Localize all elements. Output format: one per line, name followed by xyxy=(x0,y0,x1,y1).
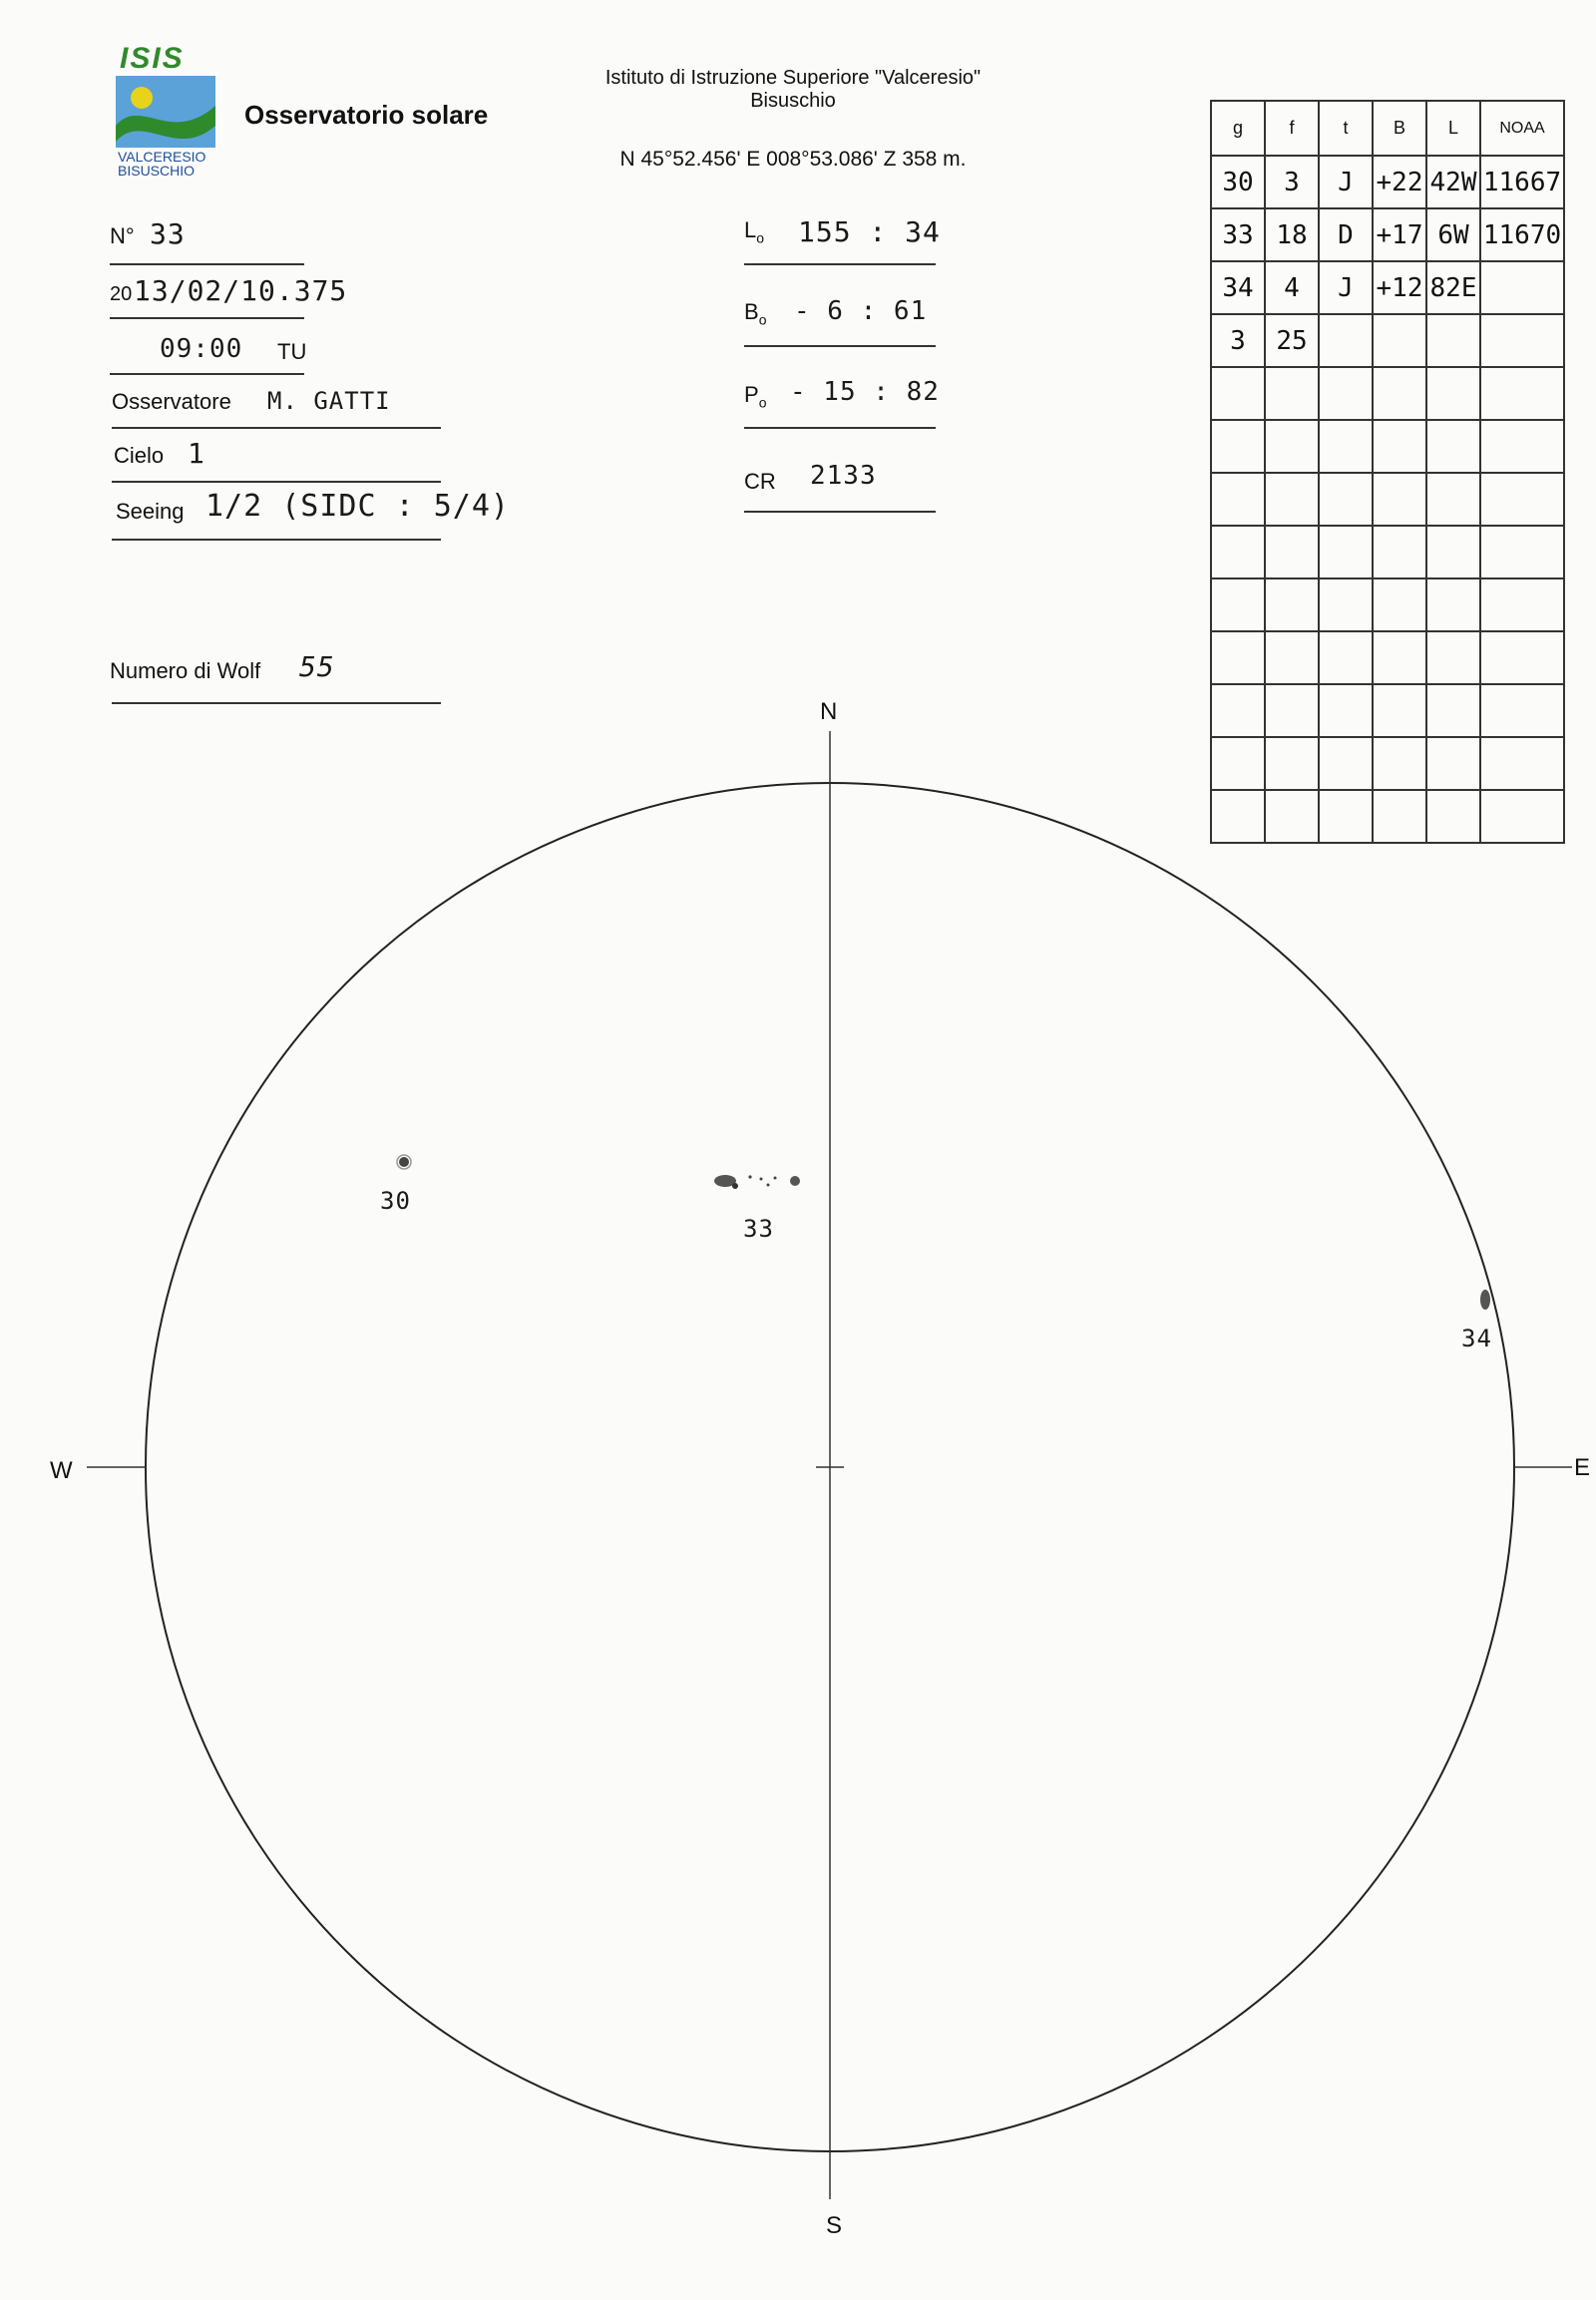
b0-value: - 6 : 61 xyxy=(794,296,928,326)
sunspot-group-33-spot xyxy=(774,1177,777,1180)
table-cell: +17 xyxy=(1373,208,1426,261)
cr-value: 2133 xyxy=(810,461,877,491)
table-cell: 34 xyxy=(1211,261,1265,314)
table-cell: J xyxy=(1319,156,1373,208)
time-unit: TU xyxy=(277,339,307,364)
logo-subtitle-line2: BISUSCHIO xyxy=(118,163,196,179)
table-cell: +22 xyxy=(1373,156,1426,208)
table-cell: 18 xyxy=(1265,208,1319,261)
group-30-label: 30 xyxy=(380,1187,411,1215)
header-l: L xyxy=(1426,101,1480,156)
seeing-label: Seeing xyxy=(116,499,185,524)
cardinal-south: S xyxy=(826,2212,843,2239)
sunspot-group-33-spot xyxy=(732,1183,738,1189)
sunspot-group-33-spot xyxy=(760,1178,763,1181)
table-cell: 6W xyxy=(1426,208,1480,261)
header-b: B xyxy=(1373,101,1426,156)
p0-label: $P_o$ xyxy=(744,382,767,411)
cardinal-west: W xyxy=(50,1457,73,1484)
header-noaa: NOAA xyxy=(1480,101,1564,156)
wolf-label: Numero di Wolf xyxy=(110,658,261,683)
number-label: N° xyxy=(110,223,135,248)
logo-subtitle-line1: VALCERESIO xyxy=(118,149,206,165)
time-value: 09:00 xyxy=(160,334,243,364)
table-cell: 30 xyxy=(1211,156,1265,208)
header-f: f xyxy=(1265,101,1319,156)
table-cell: 3 xyxy=(1265,156,1319,208)
table-cell: 25 xyxy=(1265,314,1319,367)
date-value: 13/02/10.375 xyxy=(134,274,348,307)
table-cell: 11670 xyxy=(1480,208,1564,261)
l0-label: $L_o$ xyxy=(744,217,765,246)
date-prefix: 20 xyxy=(110,283,133,305)
wolf-value: 55 xyxy=(299,650,335,683)
page-title: Osservatorio solare xyxy=(244,100,489,130)
group-33-label: 33 xyxy=(743,1215,774,1243)
observer-value: M. GATTI xyxy=(267,387,391,415)
group-34-label: 34 xyxy=(1461,1325,1492,1352)
table-cell: 3 xyxy=(1211,314,1265,367)
sunspot-group-34-spot xyxy=(1480,1290,1490,1310)
table-cell: 11667 xyxy=(1480,156,1564,208)
sunspot-group-33-spot xyxy=(767,1184,770,1187)
sunspot-group-33-follower xyxy=(790,1176,800,1186)
table-cell: +12 xyxy=(1373,261,1426,314)
table-cell: D xyxy=(1319,208,1373,261)
p0-value: - 15 : 82 xyxy=(790,377,940,407)
observer-label: Osservatore xyxy=(112,389,231,414)
header-t: t xyxy=(1319,101,1373,156)
cardinal-east: E xyxy=(1574,1454,1591,1481)
sunspot-group-33-spot xyxy=(748,1175,751,1178)
table-cell: 4 xyxy=(1265,261,1319,314)
header-g: g xyxy=(1211,101,1265,156)
l0-value: 155 : 34 xyxy=(798,215,941,248)
cardinal-north: N xyxy=(820,698,838,725)
table-cell: J xyxy=(1319,261,1373,314)
sunspot-group-30-umbra xyxy=(399,1157,409,1167)
sky-label: Cielo xyxy=(114,443,165,468)
table-cell: 82E xyxy=(1426,261,1480,314)
observatory-coordinates: N 45°52.456' E 008°53.086' Z 358 m. xyxy=(619,148,967,171)
number-value: 33 xyxy=(150,217,186,250)
b0-label: $B_o$ xyxy=(744,299,767,328)
logo-text: ISIS xyxy=(120,42,185,75)
table-cell: 33 xyxy=(1211,208,1265,261)
sky-value: 1 xyxy=(188,437,205,470)
cr-label: CR xyxy=(744,469,776,494)
seeing-value: 1/2 (SIDC : 5/4) xyxy=(205,489,510,524)
table-cell: 42W xyxy=(1426,156,1480,208)
school-name: Istituto di Istruzione Superiore "Valceresio" xyxy=(604,67,982,89)
school-location: Bisuschio xyxy=(750,90,836,112)
